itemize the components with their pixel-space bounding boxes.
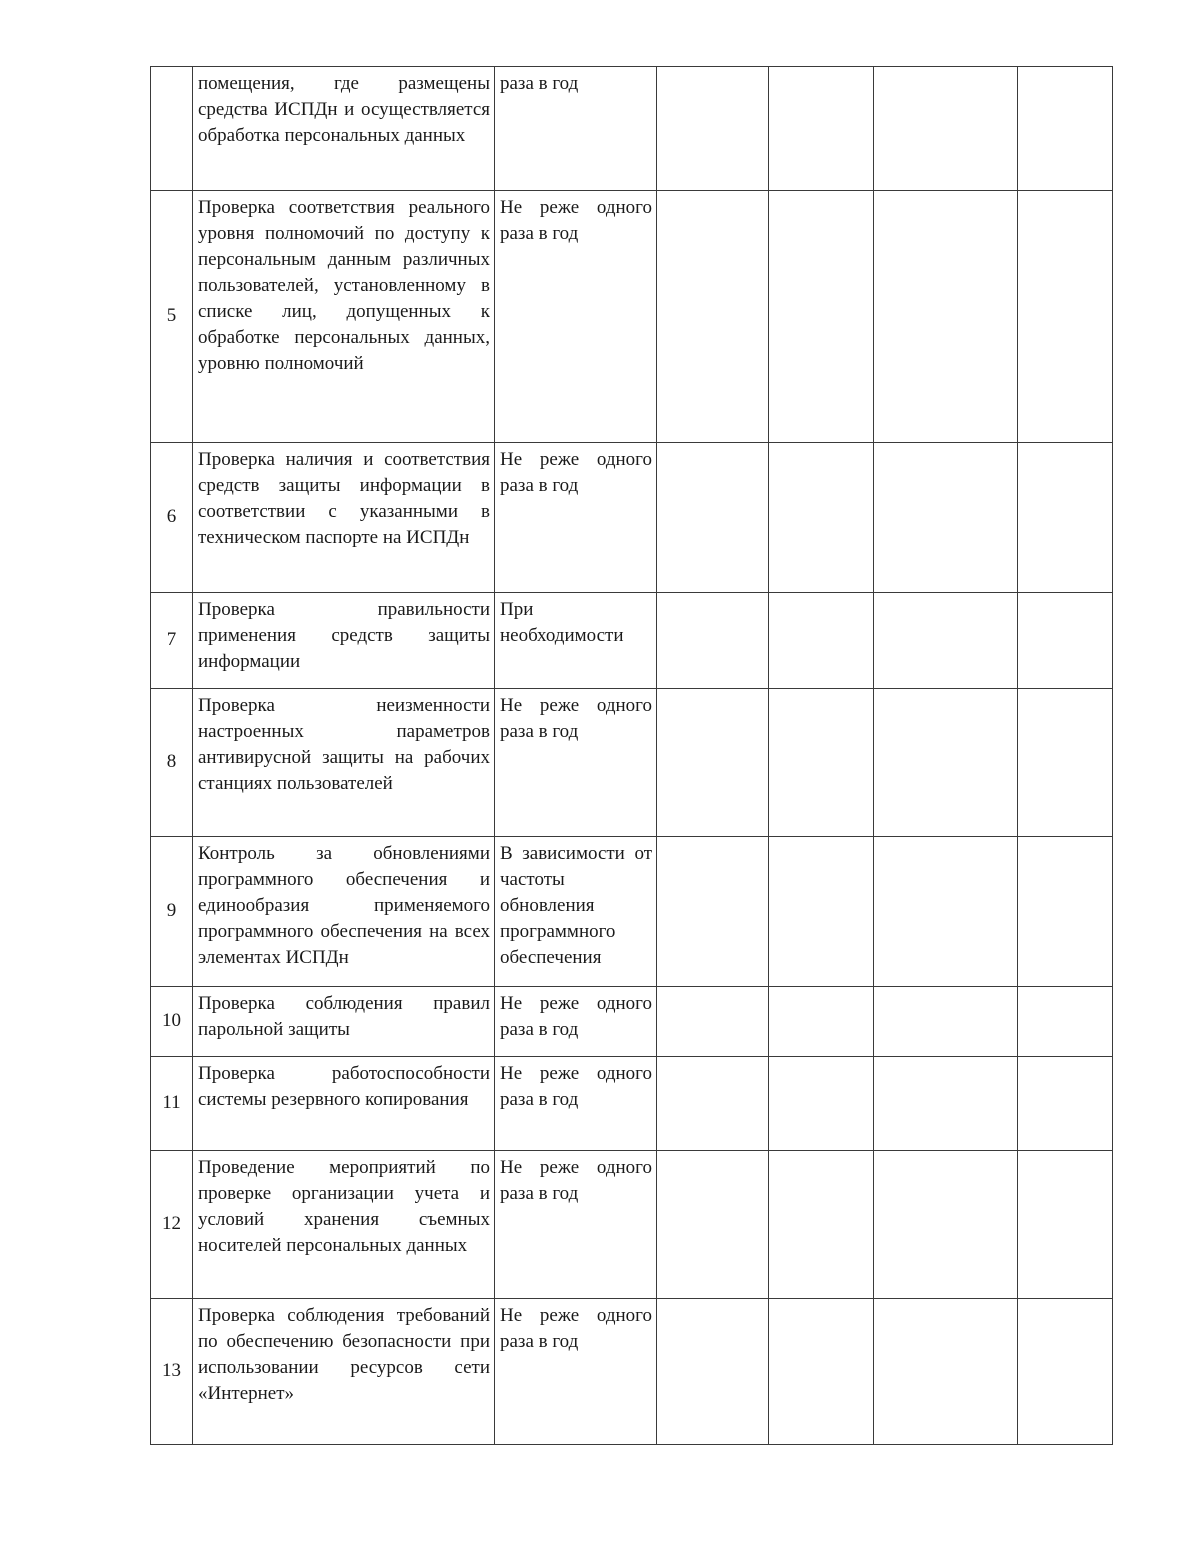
empty-cell xyxy=(874,1151,1018,1299)
empty-cell xyxy=(657,593,769,689)
empty-cell xyxy=(874,837,1018,987)
row-period: В зависимости от частоты обновления программного обеспечения xyxy=(495,837,657,987)
empty-cell xyxy=(769,593,874,689)
row-activity: Проведение мероприятий по проверке организации учета и условий хранения съемных носителей персональных данных xyxy=(193,1151,495,1299)
empty-cell xyxy=(1018,443,1113,593)
empty-cell xyxy=(657,837,769,987)
row-number: 13 xyxy=(151,1299,193,1445)
row-number: 12 xyxy=(151,1151,193,1299)
empty-cell xyxy=(874,689,1018,837)
row-activity: Проверка соответствия реального уровня полномочий по доступу к персональным данным различных пользователей, установленному в списке лиц, допущенных к обработке персональных данных, уровню полномочий xyxy=(193,191,495,443)
table-row xyxy=(151,191,1113,443)
empty-cell xyxy=(769,443,874,593)
row-period: Не реже одного раза в год xyxy=(495,1299,657,1445)
table-row xyxy=(151,1057,1113,1151)
row-period: Не реже одного раза в год xyxy=(495,443,657,593)
empty-cell xyxy=(874,593,1018,689)
empty-cell xyxy=(769,1299,874,1445)
empty-cell xyxy=(1018,689,1113,837)
empty-cell xyxy=(769,987,874,1057)
row-activity: Контроль за обновлениями программного обеспечения и единообразия применяемого программного обеспечения на всех элементах ИСПДн xyxy=(193,837,495,987)
row-activity: Проверка наличия и соответствия средств защиты информации в соответствии с указанными в техническом паспорте на ИСПДн xyxy=(193,443,495,593)
empty-cell xyxy=(769,1151,874,1299)
empty-cell xyxy=(1018,191,1113,443)
empty-cell xyxy=(874,191,1018,443)
empty-cell xyxy=(657,443,769,593)
table-row xyxy=(151,837,1113,987)
empty-cell xyxy=(657,1151,769,1299)
table-row xyxy=(151,1151,1113,1299)
row-activity: Проверка работоспособности системы резервного копирования xyxy=(193,1057,495,1151)
empty-cell xyxy=(1018,1057,1113,1151)
empty-cell xyxy=(874,443,1018,593)
empty-cell xyxy=(769,67,874,191)
empty-cell xyxy=(657,987,769,1057)
row-period: Не реже одного раза в год xyxy=(495,191,657,443)
row-number xyxy=(151,67,193,191)
row-number: 9 xyxy=(151,837,193,987)
table-row xyxy=(151,689,1113,837)
row-activity: Проверка неизменности настроенных параметров антивирусной защиты на рабочих станциях пользователей xyxy=(193,689,495,837)
empty-cell xyxy=(874,67,1018,191)
row-number: 7 xyxy=(151,593,193,689)
row-period: Не реже одного раза в год xyxy=(495,1151,657,1299)
empty-cell xyxy=(1018,593,1113,689)
table-row xyxy=(151,67,1113,191)
table-row xyxy=(151,593,1113,689)
empty-cell xyxy=(1018,1151,1113,1299)
row-activity: Проверка правильности применения средств защиты информации xyxy=(193,593,495,689)
empty-cell xyxy=(1018,1299,1113,1445)
empty-cell xyxy=(1018,987,1113,1057)
row-period: Не реже одного раза в год xyxy=(495,987,657,1057)
row-activity: Проверка соблюдения требований по обеспечению безопасности при использовании ресурсов сети «Интернет» xyxy=(193,1299,495,1445)
row-period: раза в год xyxy=(495,67,657,191)
row-activity: Проверка соблюдения правил парольной защиты xyxy=(193,987,495,1057)
empty-cell xyxy=(1018,67,1113,191)
row-number: 10 xyxy=(151,987,193,1057)
row-number: 5 xyxy=(151,191,193,443)
empty-cell xyxy=(769,689,874,837)
empty-cell xyxy=(874,1299,1018,1445)
table-row xyxy=(151,443,1113,593)
row-number: 11 xyxy=(151,1057,193,1151)
row-number: 6 xyxy=(151,443,193,593)
table-row xyxy=(151,987,1113,1057)
empty-cell xyxy=(657,1057,769,1151)
control-plan-table xyxy=(150,66,1113,1445)
empty-cell xyxy=(657,191,769,443)
empty-cell xyxy=(769,1057,874,1151)
row-period: При необходимости xyxy=(495,593,657,689)
row-activity: помещения, где размещены средства ИСПДн и осуществляется обработка персональных данных xyxy=(193,67,495,191)
empty-cell xyxy=(657,1299,769,1445)
row-period: Не реже одного раза в год xyxy=(495,1057,657,1151)
row-period: Не реже одного раза в год xyxy=(495,689,657,837)
empty-cell xyxy=(657,689,769,837)
empty-cell xyxy=(1018,837,1113,987)
empty-cell xyxy=(657,67,769,191)
empty-cell xyxy=(874,1057,1018,1151)
table-row xyxy=(151,1299,1113,1445)
empty-cell xyxy=(769,191,874,443)
empty-cell xyxy=(769,837,874,987)
row-number: 8 xyxy=(151,689,193,837)
empty-cell xyxy=(874,987,1018,1057)
